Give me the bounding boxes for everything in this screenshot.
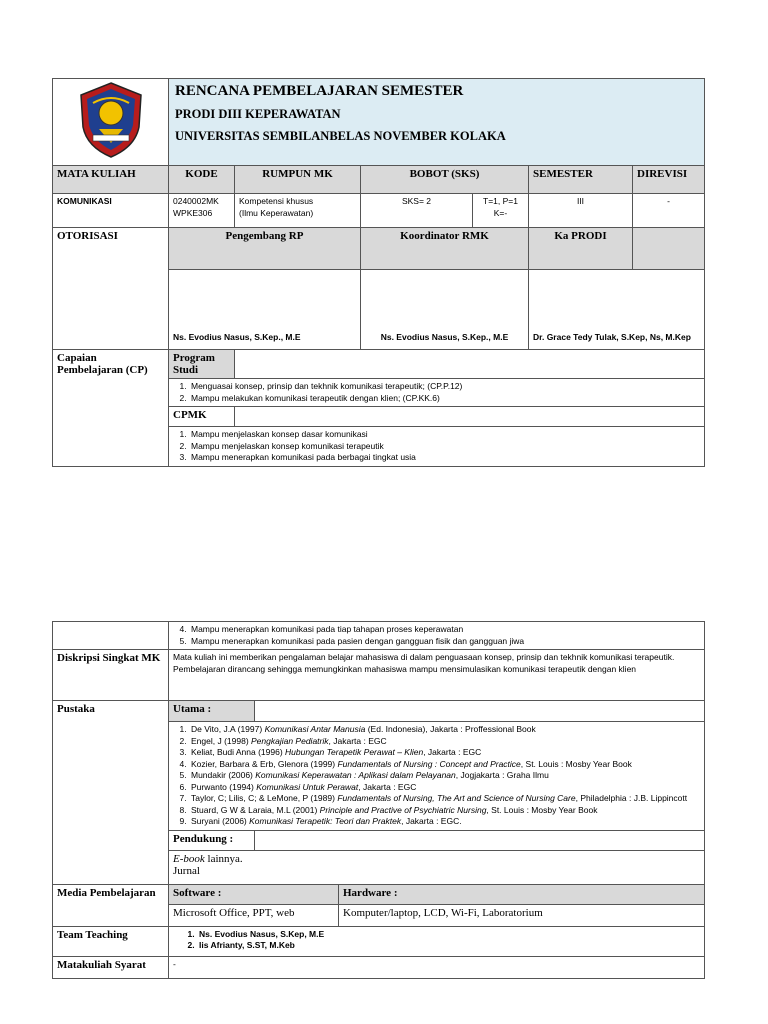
pustaka-label: Pustaka — [53, 701, 169, 885]
pustaka-author: Engel, J (1998) — [191, 735, 252, 746]
pustaka-item — [189, 770, 700, 782]
team-teaching-label: Team Teaching — [53, 926, 169, 956]
pustaka-item — [189, 816, 700, 828]
pustaka-author: Kozier, Barbara & Erb, Glenora (1999) — [191, 758, 338, 769]
list-item: 4. Mampu menerapkan komunikasi pada tiap tahapan proses keperawatan — [189, 624, 700, 636]
pustaka-author: Stuard, G W & Laraia, M.L (2001) — [191, 804, 320, 815]
rps-table-page2 — [52, 621, 705, 979]
cpmk-continued-label — [53, 622, 169, 650]
logo-cell — [53, 79, 169, 166]
kode-line-2: WPKE306 — [173, 207, 213, 218]
pustaka-publisher: , Jakarta : EGC — [423, 747, 482, 757]
program-studi-blank — [235, 350, 705, 379]
cpmk-continued-list — [173, 624, 700, 647]
list-item: 1. Mampu menjelaskan konsep dasar komunikasi — [189, 429, 700, 441]
university-title: UNIVERSITAS SEMBILANBELAS NOVEMBER KOLAKA — [175, 129, 506, 143]
list-item: 2. Iis Afrianty, S.ST, M.Keb — [197, 940, 700, 952]
syarat-label: Matakuliah Syarat — [53, 956, 169, 978]
syarat-value: - — [169, 956, 705, 978]
col-kode: KODE — [169, 166, 235, 194]
col-bobot: BOBOT (SKS) — [361, 166, 529, 194]
value-semester: III — [529, 194, 633, 228]
capaian-label: Capaian Pembelajaran (CP) — [53, 350, 169, 467]
pustaka-item — [189, 782, 700, 794]
cpmk-list — [173, 429, 700, 464]
software-value: Microsoft Office, PPT, web — [169, 904, 339, 926]
otorisasi-label: OTORISASI — [53, 228, 169, 350]
program-studi-list — [173, 381, 700, 404]
program-studi-list-cell — [169, 379, 705, 407]
kode-line-1: 0240002MK — [173, 196, 219, 206]
pustaka-author: Keliat, Budi Anna (1996) — [191, 747, 286, 757]
list-item: 3. Mampu menerapkan komunikasi pada berbagai tingkat usia — [189, 452, 700, 464]
program-studi-label: Program Studi — [169, 350, 235, 379]
pustaka-author: Mundakir (2006) — [191, 770, 256, 780]
kaprodi-label: Ka PRODI — [529, 228, 633, 270]
team-list — [173, 929, 700, 952]
value-sks: SKS= 2 — [361, 194, 473, 228]
cpmk-blank — [235, 407, 705, 427]
col-rumpun-mk: RUMPUN MK — [235, 166, 361, 194]
page-title: RENCANA PEMBELAJARAN SEMESTER — [175, 83, 464, 99]
utama-blank — [255, 701, 705, 722]
deskripsi-label: Diskripsi Singkat MK — [53, 650, 169, 701]
pustaka-publisher: , Jakarta : EGC. — [401, 816, 462, 826]
pustaka-title: Pengkajian Pediatrik — [251, 735, 329, 746]
koordinator-label: Koordinator RMK — [361, 228, 529, 270]
pustaka-publisher: , St. Louis : Mosby Year Book — [520, 758, 632, 769]
cpmk-continued-cell — [169, 622, 705, 650]
prodi-title: PRODI DIII KEPERAWATAN — [175, 107, 341, 121]
pustaka-publisher: , Jakarta : EGC — [358, 781, 417, 792]
pustaka-item — [189, 724, 700, 736]
pendukung-label: Pendukung : — [169, 830, 255, 850]
pustaka-list — [173, 724, 700, 828]
cpmk-list-cell — [169, 427, 705, 467]
header-title-cell — [169, 79, 705, 166]
rps-table-page1 — [52, 78, 705, 467]
pustaka-publisher: , Jogjakarta : Graha Ilmu — [455, 770, 549, 780]
hardware-label: Hardware : — [339, 884, 705, 904]
col-direvisi: DIREVISI — [633, 166, 705, 194]
pustaka-author: Purwanto (1994) — [191, 781, 257, 792]
value-rumpun — [235, 194, 361, 228]
value-mata-kuliah: KOMUNIKASI — [53, 194, 169, 228]
hardware-value: Komputer/laptop, LCD, Wi-Fi, Laboratorium — [339, 904, 705, 926]
pustaka-title: Hubungan Terapetik Perawat – Klien — [285, 747, 424, 757]
pustaka-list-cell — [169, 722, 705, 831]
kaprodi-name — [529, 270, 705, 350]
koordinator-name — [361, 270, 529, 350]
pustaka-author: Suryani (2006) — [191, 816, 250, 826]
list-item: 5. Mampu menerapkan komunikasi pada pasien dengan gangguan fisik dan gangguan jiwa — [189, 636, 700, 648]
pustaka-title: Fundamentals of Nursing : Concept and Practice — [337, 758, 521, 769]
pendukung-jurnal: Jurnal — [173, 864, 200, 877]
tp-line-2: K=- — [493, 207, 508, 218]
pustaka-title: Komunikasi Terapetik: Teori dan Praktek — [249, 816, 402, 826]
kaprodi-name-text: Dr. Grace Tedy Tulak, S.Kep, Ns, M.Kep — [533, 331, 691, 342]
deskripsi-text: Mata kuliah ini memberikan pengalaman belajar mahasiswa di dalam penguasaan konsep, prinsip dan tekhnik komunikasi terapeutik. Pembelajaran dirancang sehingga memungkinkan mahasiswa mampu mensimulasikan komunikasi terapeutik dengan klien — [169, 650, 705, 701]
list-item: 1. Ns. Evodius Nasus, S.Kep, M.E — [197, 929, 700, 941]
value-tpk — [473, 194, 529, 228]
value-kode — [169, 194, 235, 228]
pustaka-item — [189, 747, 700, 759]
media-label: Media Pembelajaran — [53, 884, 169, 926]
pustaka-publisher: (Ed. Indonesia), Jakarta : Proffessional Book — [365, 724, 536, 734]
pendukung-ebook — [173, 853, 700, 865]
list-item: 2. Mampu menjelaskan konsep komunikasi terapeutik — [189, 441, 700, 453]
pustaka-title: Principle and Practive of Psychiatric Nursing — [319, 804, 487, 815]
col-semester: SEMESTER — [529, 166, 633, 194]
university-crest-icon — [73, 79, 149, 159]
pustaka-author: De Vito, J.A (1997) — [191, 724, 265, 734]
pustaka-title: Komunikasi Keperawatan : Aplikasi dalam Pelayanan — [255, 770, 456, 780]
pustaka-publisher: , St. Louis : Mosby Year Book — [486, 804, 598, 815]
col-mata-kuliah: MATA KULIAH — [53, 166, 169, 194]
pendukung-blank — [255, 830, 705, 850]
pengembang-name — [169, 270, 361, 350]
value-direvisi: - — [633, 194, 705, 228]
pengembang-name-text: Ns. Evodius Nasus, S.Kep., M.E — [173, 331, 301, 342]
cpmk-label: CPMK — [169, 407, 235, 427]
pustaka-title: Komunikasi Untuk Perawat — [256, 781, 359, 792]
pustaka-item — [189, 793, 700, 805]
software-label: Software : — [169, 884, 339, 904]
team-teaching-cell — [169, 926, 705, 956]
pengembang-label: Pengembang RP — [169, 228, 361, 270]
rumpun-line-1: Kompetensi khusus — [239, 196, 314, 206]
list-item: 1. Menguasai konsep, prinsip dan tekhnik komunikasi terapeutik; (CP.P.12) — [189, 381, 700, 393]
pendukung-cell — [169, 850, 705, 884]
utama-label: Utama : — [169, 701, 255, 722]
pustaka-item — [189, 805, 700, 817]
pustaka-publisher: , Jakarta : EGC — [328, 735, 387, 746]
pustaka-author: Taylor, C; Lilis, C; & LeMone, P (1989) — [191, 793, 338, 803]
pustaka-item — [189, 759, 700, 771]
tp-line-1: T=1, P=1 — [483, 196, 518, 206]
pustaka-title: Fundamentals of Nursing, The Art and Science of Nursing Care — [337, 793, 576, 803]
pustaka-publisher: , Philadelphia : J.B. Lippincott — [575, 793, 688, 803]
ebook-italic: E-book — [173, 852, 205, 865]
ebook-rest: lainnya. — [204, 852, 243, 865]
otorisasi-empty-cell — [633, 228, 705, 270]
pustaka-title: Komunikasi Antar Manusia — [264, 724, 366, 734]
rumpun-line-2: (Ilmu Keperawatan) — [239, 207, 314, 218]
koordinator-name-text: Ns. Evodius Nasus, S.Kep., M.E — [380, 331, 509, 342]
list-item: 2. Mampu melakukan komunikasi terapeutik dengan klien; (CP.KK.6) — [189, 393, 700, 405]
pustaka-item — [189, 736, 700, 748]
